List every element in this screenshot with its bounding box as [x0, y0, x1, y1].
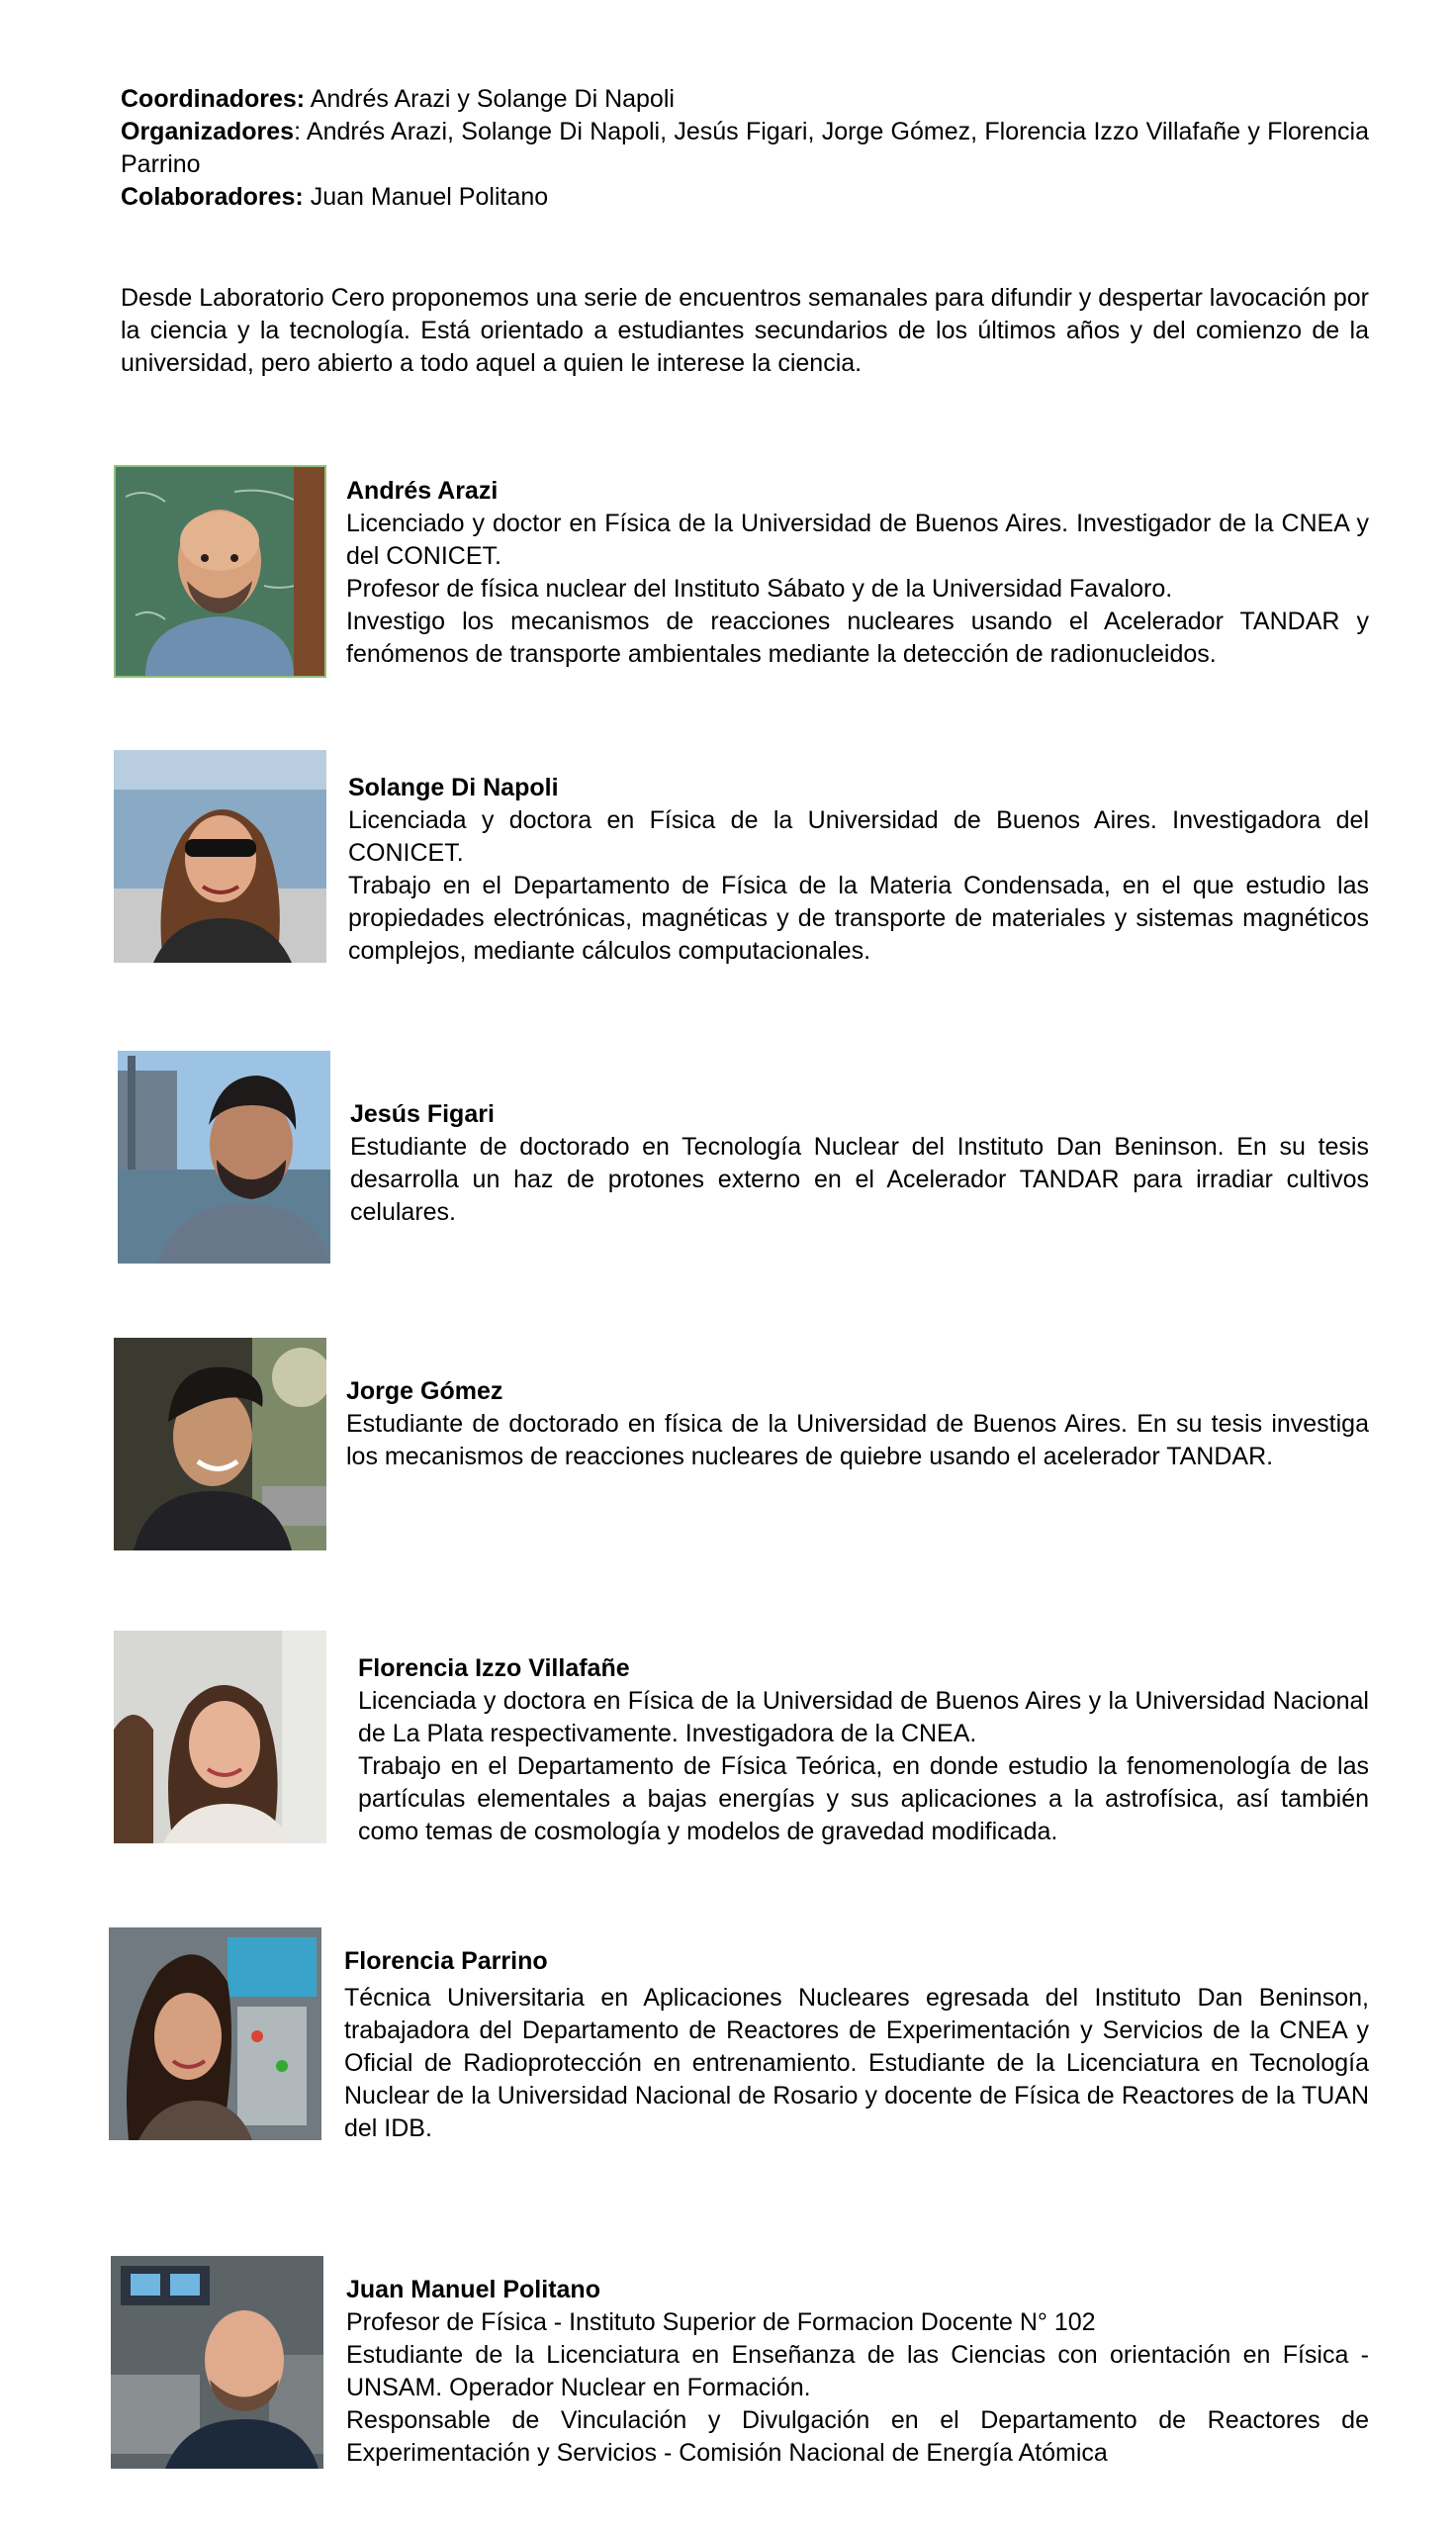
- photo-solange-di-napoli: [114, 750, 326, 963]
- person-name: Florencia Parrino: [344, 1947, 548, 1975]
- bio-jorge-gomez: [346, 1375, 1369, 1473]
- intro-paragraph: Desde Laboratorio Cero proponemos una serie de encuentros semanales para difundir y despertar lavocación por la ciencia y la tecnología. Está orientado a estudiantes secundarios de los últimos años y del comienzo de la universidad, pero abierto a todo aquel a quien le interese la ciencia.: [121, 284, 1369, 377]
- bio-florencia-izzo-villafane: [358, 1652, 1369, 1848]
- person-name: Jorge Gómez: [346, 1377, 503, 1405]
- bio-andres-arazi: [346, 475, 1369, 671]
- bio-paragraph: Profesor de física nuclear del Instituto Sábato y de la Universidad Favaloro.: [346, 575, 1173, 603]
- organizadores-line: [121, 116, 1369, 181]
- person-name: Florencia Izzo Villafañe: [358, 1654, 630, 1682]
- bio-paragraph: Estudiante de doctorado en física de la Universidad de Buenos Aires. En su tesis investiga los mecanismos de reacciones nucleares de quiebre usando el acelerador TANDAR.: [346, 1410, 1369, 1470]
- person-name: Jesús Figari: [350, 1100, 495, 1128]
- person-name: Andrés Arazi: [346, 477, 499, 505]
- bio-paragraph: Técnica Universitaria en Aplicaciones Nucleares egresada del Instituto Dan Beninson, trabajadora del Departamento de Reactores de Experimentación y Servicios de la CNEA y Oficial de Radioprotección en entrenamiento. Estudiante de la Licenciatura en Tecnología Nuclear de la Universidad Nacional de Rosario y docente de Física de Reactores de la TUAN del IDB.: [344, 1984, 1369, 2142]
- bio-paragraph: Trabajo en el Departamento de Física de la Materia Condensada, en el que estudio las propiedades electrónicas, magnéticas y de transporte de materiales y sistemas magnéticos complejos, mediante cálculos computacionales.: [348, 872, 1369, 965]
- bio-paragraph: Licenciado y doctor en Física de la Universidad de Buenos Aires. Investigador de la CNEA y del CONICET.: [346, 510, 1369, 570]
- bio-solange-di-napoli: [348, 772, 1369, 968]
- bio-paragraph: Trabajo en el Departamento de Física Teórica, en donde estudio la fenomenología de las partículas elementales a bajas energías y sus aplicaciones a la astrofísica, así también como temas de cosmología y modelos de gravedad modificada.: [358, 1752, 1369, 1845]
- coordinadores-label: Coordinadores:: [121, 85, 306, 113]
- coordinadores-line: [121, 83, 1369, 116]
- photo-andres-arazi: [114, 465, 326, 678]
- bio-paragraph: Licenciada y doctora en Física de la Universidad de Buenos Aires y la Universidad Nacional de La Plata respectivamente. Investigadora de la CNEA.: [358, 1687, 1369, 1747]
- photo-jorge-gomez: [114, 1338, 326, 1550]
- bio-paragraph: Estudiante de doctorado en Tecnología Nuclear del Instituto Dan Beninson. En su tesis desarrolla un haz de protones externo en el Acelerador TANDAR para irradiar cultivos celulares.: [350, 1133, 1369, 1226]
- organizadores-label: Organizadores: [121, 118, 295, 145]
- coordinadores-value: Andrés Arazi y Solange Di Napoli: [305, 85, 675, 113]
- person-name: Solange Di Napoli: [348, 774, 559, 801]
- bio-paragraph: Licenciada y doctora en Física de la Universidad de Buenos Aires. Investigadora del CONICET.: [348, 806, 1369, 867]
- person-name: Juan Manuel Politano: [346, 2276, 600, 2303]
- colaboradores-label: Colaboradores:: [121, 183, 304, 211]
- photo-jesus-figari: [118, 1051, 330, 1264]
- bio-paragraph: Estudiante de la Licenciatura en Enseñanza de las Ciencias con orientación en Física - UNSAM. Operador Nuclear en Formación.: [346, 2341, 1369, 2401]
- bio-jesus-figari: [350, 1098, 1369, 1229]
- photo-florencia-parrino: [109, 1927, 321, 2140]
- photo-florencia-izzo-villafane: [114, 1631, 326, 1843]
- colaboradores-value: Juan Manuel Politano: [303, 183, 549, 211]
- bio-paragraph: Responsable de Vinculación y Divulgación en el Departamento de Reactores de Experimentación y Servicios - Comisión Nacional de Energía Atómica: [346, 2406, 1369, 2467]
- colaboradores-line: [121, 181, 1369, 214]
- bio-juan-manuel-politano: [346, 2274, 1369, 2470]
- organizadores-value: : Andrés Arazi, Solange Di Napoli, Jesús Figari, Jorge Gómez, Florencia Izzo Villafañe y Florencia Parrino: [121, 118, 1369, 178]
- bio-paragraph: Investigo los mecanismos de reacciones nucleares usando el Acelerador TANDAR y fenómenos de transporte ambientales mediante la detección de radionucleidos.: [346, 608, 1369, 668]
- credits-block: [121, 83, 1369, 214]
- bio-paragraph: Profesor de Física - Instituto Superior de Formacion Docente N° 102: [346, 2308, 1096, 2336]
- bio-florencia-parrino: [344, 1945, 1369, 2145]
- photo-juan-manuel-politano: [111, 2256, 323, 2469]
